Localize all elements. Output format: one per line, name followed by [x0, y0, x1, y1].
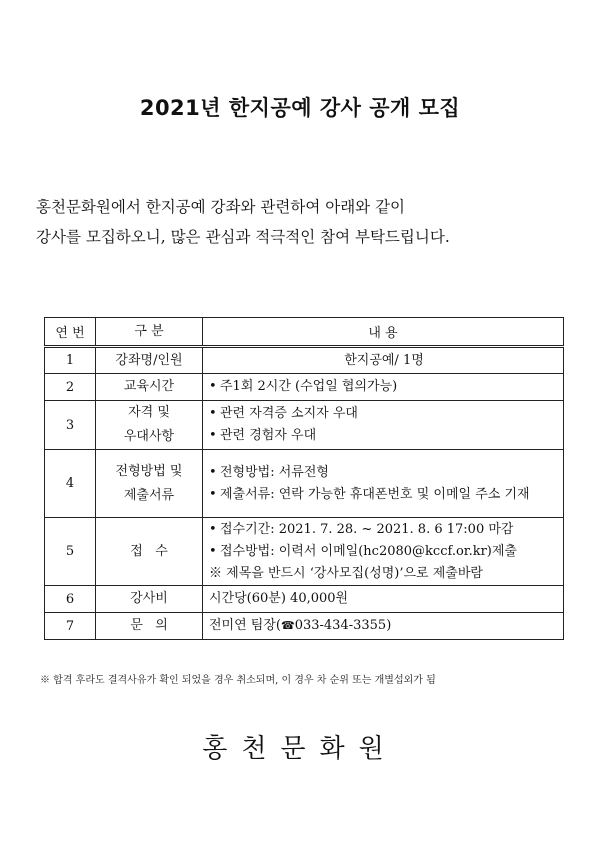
content-text: ※ 제목을 반드시 ‘강사모집(성명)’으로 제출바람 [209, 565, 483, 581]
row-content [203, 613, 564, 640]
phone-icon: ☎ [281, 619, 295, 632]
row-number: 4 [45, 450, 96, 518]
header-content: 내 용 [203, 318, 564, 347]
row-number: 2 [45, 374, 96, 401]
table-row [45, 374, 564, 401]
content-text: 한지공예/ 1명 [344, 352, 424, 368]
table-row [45, 401, 564, 450]
bullet-item: • 관련 자격증 소지자 우대 [209, 403, 559, 425]
category-line: 강사비 [130, 591, 168, 606]
category-line: 제출서류 [123, 487, 175, 503]
row-content [203, 374, 564, 401]
row-category [96, 450, 203, 518]
category-line: 전형방법 및 [115, 463, 183, 479]
row-content [203, 450, 564, 518]
table-row [45, 586, 564, 613]
bullet-item: • 관련 경험자 우대 [209, 425, 559, 447]
row-content [203, 586, 564, 613]
bullet-item: • 제출서류: 연락 가능한 휴대폰번호 및 이메일 주소 기재 [209, 484, 559, 506]
table-row [45, 347, 564, 374]
footnote: ※ 합격 후라도 결격사유가 확인 되었을 경우 취소되며, 이 경우 차 순위 또는 개별섭외가 됨 [40, 675, 436, 686]
row-category [96, 586, 203, 613]
row-category [96, 613, 203, 640]
row-category [96, 518, 203, 586]
bullet-item: • 접수기간: 2021. 7. 28. ~ 2021. 8. 6 17:00 마감 [209, 519, 559, 541]
bullet-item: • 전형방법: 서류전형 [209, 462, 559, 484]
bullet-item: • 주1회 2시간 (수업일 협의가능) [209, 376, 559, 398]
organization-name: 홍천문화원 [202, 734, 398, 764]
intro-paragraph [36, 192, 576, 252]
recruitment-table [44, 317, 564, 640]
content-text: 시간당(60분) 40,000원 [209, 591, 349, 606]
row-category [96, 374, 203, 401]
row-number: 1 [45, 347, 96, 374]
row-content [203, 401, 564, 450]
category-line: 우대사항 [123, 429, 175, 444]
category-line: 접 수 [130, 543, 168, 559]
table-row [45, 518, 564, 586]
row-content [203, 518, 564, 586]
row-category [96, 347, 203, 374]
phone-number: 033-434-3355) [294, 618, 392, 633]
header-category: 구 분 [96, 318, 203, 347]
intro-line: 홍천문화원에서 한지공예 강좌와 관련하여 아래와 같이 [36, 198, 406, 216]
contact-name: 전미연 팀장( [209, 618, 281, 633]
category-line: 강좌명/인원 [115, 352, 183, 368]
bullet-item: • 접수방법: 이력서 이메일(hc2080@kccf.or.kr)제출 [209, 541, 559, 563]
intro-line: 강사를 모집하오니, 많은 관심과 적극적인 참여 부탁드립니다. [36, 228, 450, 246]
category-line: 교육시간 [123, 379, 175, 394]
table-row [45, 450, 564, 518]
table-body [45, 347, 564, 640]
row-content [203, 347, 564, 374]
row-number: 7 [45, 613, 96, 640]
document-title: 2021년 한지공예 강사 공개 모집 [139, 96, 461, 120]
row-number: 6 [45, 586, 96, 613]
category-line: 문 의 [130, 618, 168, 633]
row-number: 3 [45, 401, 96, 450]
contact-line [209, 615, 559, 637]
category-line: 자격 및 [128, 405, 170, 420]
table-header-row [45, 318, 564, 347]
row-category [96, 401, 203, 450]
table-row [45, 613, 564, 640]
header-no: 연 번 [45, 318, 96, 347]
row-number: 5 [45, 518, 96, 586]
